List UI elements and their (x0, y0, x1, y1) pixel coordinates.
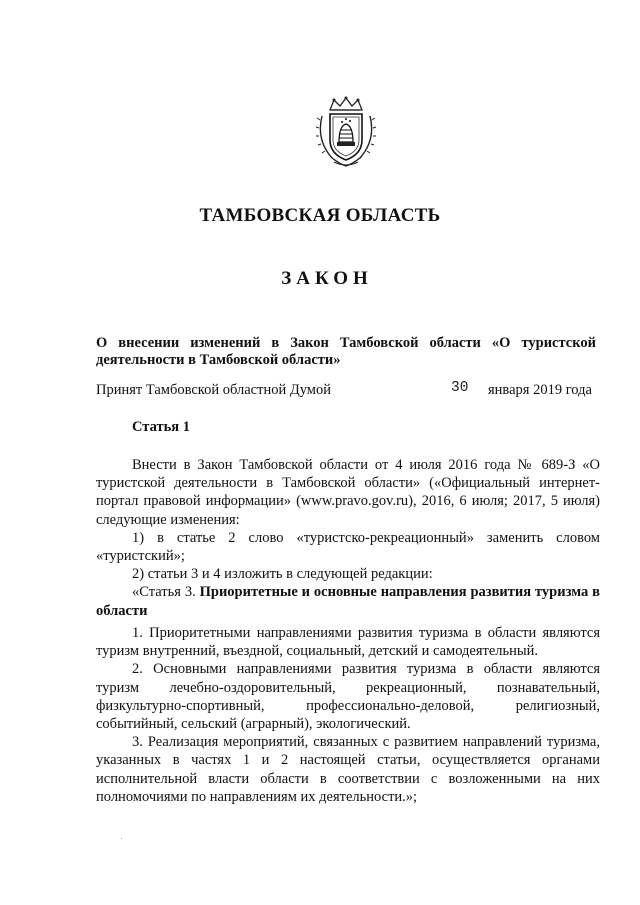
new-article-heading (96, 583, 600, 619)
adopted-month-year: января 2019 года (488, 382, 592, 398)
adopted-label: Принят Тамбовской областной Думой (96, 382, 331, 398)
coat-of-arms-icon (312, 96, 380, 168)
part-1-paragraph: 1. Приоритетными направлениями развития туризма в области являются туризм внутренний, въездной, социальный, детский и самодеятельный. (96, 625, 600, 660)
new-article-body (96, 624, 600, 806)
amendment-item-2: 2) статьи 3 и 4 изложить в следующей редакции: (132, 566, 433, 583)
scan-speck (121, 838, 122, 839)
part-2-paragraph: 2. Основными направлениями развития туризма в области являются туризм лечебно-оздоровительный, рекреационный, познавательный, физкультурно-спортивный, профессионально-деловой, религиозный, событийный, сельский (аграрный), экологический. (96, 661, 600, 733)
amendment-item-1: 1) в статье 2 слово «туристско-рекреационный» заменить словом «туристский»; (96, 529, 600, 565)
new-article-title: Приоритетные и основные направления развития туризма в области (96, 584, 600, 619)
article-intro-paragraph: Внести в Закон Тамбовской области от 4 июля 2016 года № 689-З «О туристской деятельности в Тамбовской области» («Официальный интернет-портал правовой информации» (www.pravo.gov.ru), 2016, 6 июля; 2017, 5 июля) следующие изменения: (96, 457, 600, 528)
new-article-prefix: «Статья 3. (132, 584, 196, 601)
article-heading: Статья 1 (132, 419, 190, 435)
law-subject-title: О внесении изменений в Закон Тамбовской области «О туристской деятельности в Тамбовской области» (96, 335, 596, 368)
article-body (96, 456, 600, 620)
document-type-title: ЗАКОН (281, 268, 373, 289)
part-3-paragraph: 3. Реализация мероприятий, связанных с развитием направлений туризма, указанных в частях 1 и 2 настоящей статьи, осуществляется органами исполнительной власти области в соответствии с возложенными на них полномочиями по направлениям их деятельности.»; (96, 734, 600, 805)
region-title: ТАМБОВСКАЯ ОБЛАСТЬ (199, 205, 441, 226)
adopted-day: 30 (451, 380, 469, 396)
